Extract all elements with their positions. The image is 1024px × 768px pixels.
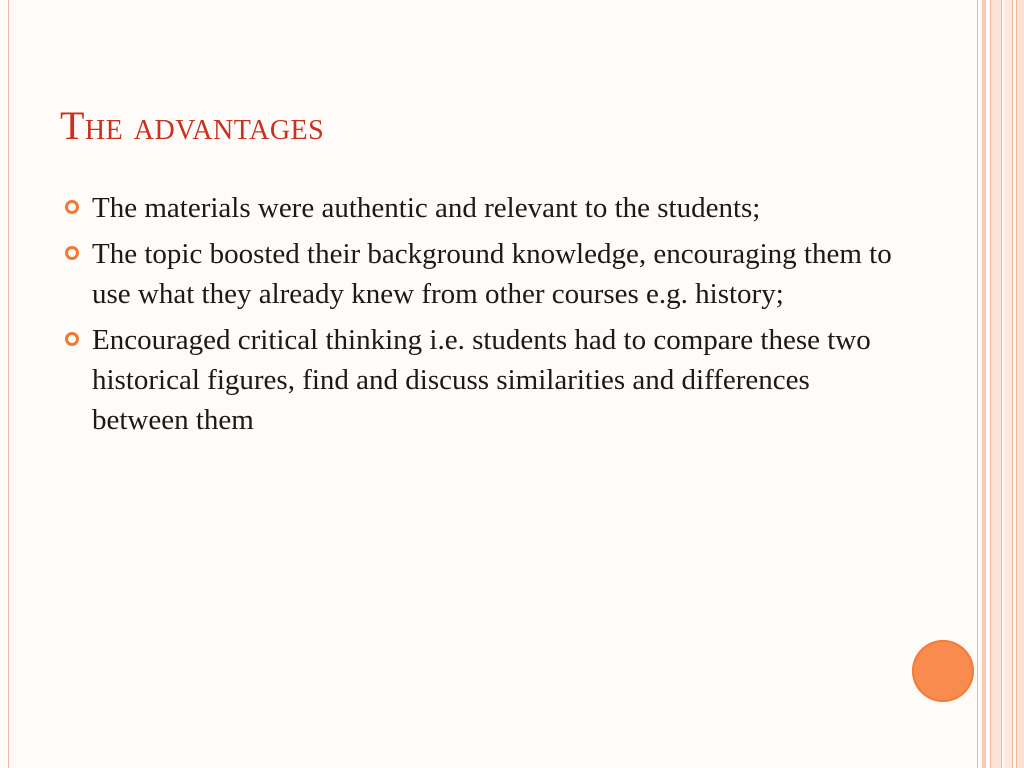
decorative-stripe — [1016, 0, 1024, 768]
slide-title: The advantages — [60, 103, 325, 148]
bullet-item — [60, 320, 900, 440]
bullet-text: Encouraged critical thinking i.e. students had to compare these two historical figures, find and discuss similarities and differences between them — [92, 324, 871, 436]
decorative-stripe — [1004, 0, 1013, 768]
bullet-text: The topic boosted their background knowledge, encouraging them to use what they already knew from other courses e.g. history; — [92, 238, 892, 310]
bullet-text: The materials were authentic and relevant to the students; — [92, 192, 761, 224]
hollow-circle-bullet-icon — [65, 246, 79, 260]
hollow-circle-bullet-icon — [65, 200, 79, 214]
bullet-list — [60, 188, 900, 446]
bullet-item — [60, 234, 900, 314]
bullet-item — [60, 188, 900, 228]
decorative-stripe — [982, 0, 986, 768]
decorative-stripe — [990, 0, 1002, 768]
hollow-circle-bullet-icon — [65, 332, 79, 346]
orange-circle-decoration — [912, 640, 974, 702]
